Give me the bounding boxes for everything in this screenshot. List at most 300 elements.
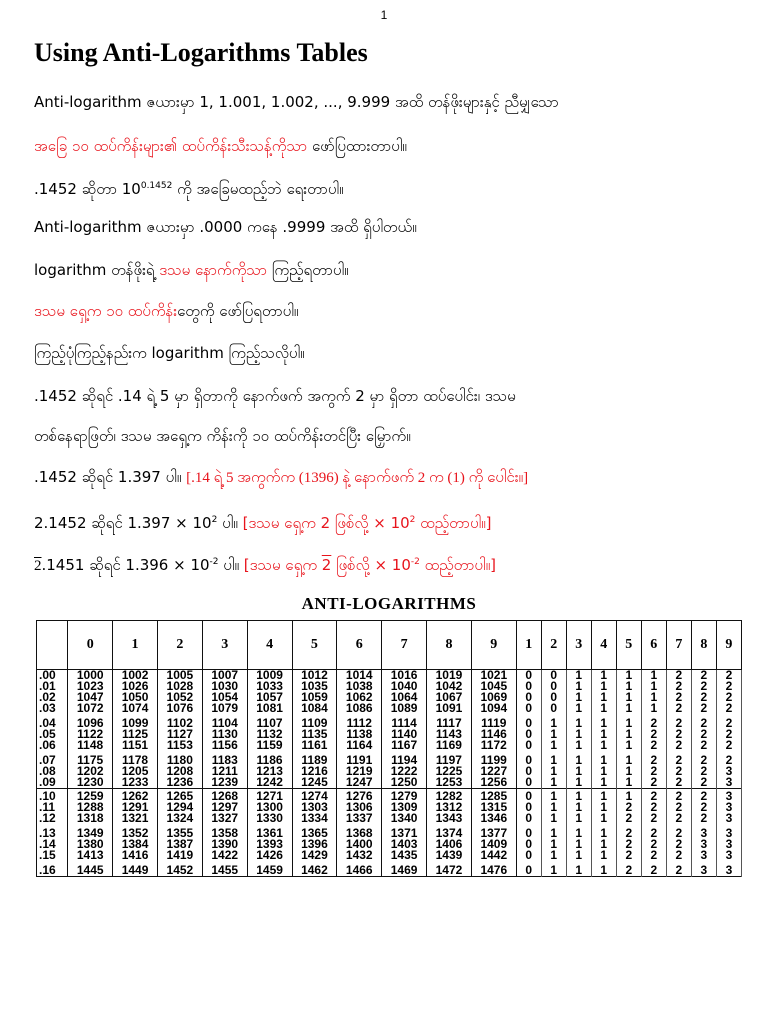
mean-difference-cell: 1	[566, 839, 591, 850]
row-label: .01	[37, 681, 68, 692]
row-label: .15	[37, 850, 68, 861]
table-value-cell: 1274	[292, 789, 337, 803]
table-value-cell: 1183	[202, 751, 247, 766]
mean-difference-cell: 1	[566, 824, 591, 839]
table-value-cell: 1259	[68, 789, 113, 803]
line-3-text-b: ကို အခြေမထည့်ဘဲ ရေးတာပါ။	[172, 180, 344, 198]
table-value-cell: 1426	[247, 850, 292, 861]
table-value-cell: 1114	[382, 714, 427, 729]
mean-difference-cell: 1	[591, 850, 616, 861]
table-value-cell: 1403	[382, 839, 427, 850]
mean-difference-cell: 2	[691, 789, 716, 803]
table-body	[37, 670, 742, 877]
line-2-red-text: အခြေ ၁၀ ထပ်ကိန်းများ၏ ထပ်ကိန်းသီးသန့်ကိုသာ	[34, 137, 308, 155]
table-value-cell: 1422	[202, 850, 247, 861]
table-value-cell: 1429	[292, 850, 337, 861]
table-value-cell: 1327	[202, 813, 247, 824]
table-value-cell: 1242	[247, 777, 292, 789]
mean-difference-cell: 0	[541, 703, 566, 714]
mean-difference-cell: 2	[641, 824, 666, 839]
table-value-cell: 1156	[202, 740, 247, 751]
table-value-cell: 1279	[382, 789, 427, 803]
table-value-cell: 1117	[427, 714, 472, 729]
line-12-bar-digit: 2	[34, 558, 42, 574]
table-value-cell: 1178	[113, 751, 158, 766]
table-value-cell: 1276	[337, 789, 382, 803]
mean-difference-cell: 1	[541, 740, 566, 751]
table-value-cell: 1256	[471, 777, 516, 789]
table-value-cell: 1216	[292, 766, 337, 777]
table-value-cell: 1186	[247, 751, 292, 766]
table-value-cell: 1007	[202, 670, 247, 682]
mean-difference-cell: 1	[541, 813, 566, 824]
mean-difference-cell: 2	[691, 703, 716, 714]
table-value-cell: 1288	[68, 802, 113, 813]
text-line-10	[34, 465, 528, 489]
table-value-cell: 1285	[471, 789, 516, 803]
mean-difference-cell: 2	[691, 751, 716, 766]
table-value-cell: 1435	[382, 850, 427, 861]
mean-difference-cell: 2	[716, 729, 741, 740]
mean-difference-cell: 1	[641, 681, 666, 692]
table-value-cell: 1035	[292, 681, 337, 692]
mean-difference-cell: 2	[666, 789, 691, 803]
table-value-cell: 1300	[247, 802, 292, 813]
line-1-text: Anti-logarithm ဇယားမှာ 1, 1.001, 1.002, ..., 9.999 အထိ တန်ဖိုးများနှင့် ညီမျှသော	[34, 93, 559, 111]
mean-difference-cell: 1	[591, 670, 616, 682]
table-header-cell: 5	[292, 621, 337, 670]
mean-difference-cell: 1	[566, 813, 591, 824]
table-value-cell: 1122	[68, 729, 113, 740]
table-header-cell: 5	[616, 621, 641, 670]
mean-difference-cell: 2	[641, 802, 666, 813]
mean-difference-cell: 2	[716, 740, 741, 751]
mean-difference-cell: 2	[666, 802, 691, 813]
table-value-cell: 1172	[471, 740, 516, 751]
page-title: Using Anti-Logarithms Tables	[34, 38, 368, 67]
mean-difference-cell: 1	[641, 670, 666, 682]
mean-difference-cell: 2	[716, 670, 741, 682]
mean-difference-cell: 1	[541, 802, 566, 813]
table-value-cell: 1297	[202, 802, 247, 813]
mean-difference-cell: 1	[591, 777, 616, 789]
line-4-text: Anti-logarithm ဇယားမှာ .0000 ကနေ .9999 အထိ ရှိပါတယ်။	[34, 218, 417, 236]
text-line-8	[34, 384, 516, 408]
mean-difference-cell: 0	[516, 824, 541, 839]
mean-difference-cell: 1	[541, 766, 566, 777]
table-value-cell: 1355	[157, 824, 202, 839]
mean-difference-cell: 2	[691, 777, 716, 789]
mean-difference-cell: 1	[566, 740, 591, 751]
mean-difference-cell: 1	[591, 824, 616, 839]
table-value-cell: 1230	[68, 777, 113, 789]
mean-difference-cell: 1	[541, 729, 566, 740]
table-value-cell: 1107	[247, 714, 292, 729]
table-value-cell: 1265	[157, 789, 202, 803]
table-header-cell: 6	[641, 621, 666, 670]
table-header-cell: 3	[566, 621, 591, 670]
table-value-cell: 1109	[292, 714, 337, 729]
table-value-cell: 1028	[157, 681, 202, 692]
table-value-cell: 1161	[292, 740, 337, 751]
table-value-cell: 1445	[68, 861, 113, 877]
mean-difference-cell: 1	[541, 861, 566, 877]
table-value-cell: 1002	[113, 670, 158, 682]
mean-difference-cell: 1	[591, 692, 616, 703]
table-value-cell: 1180	[157, 751, 202, 766]
table-value-cell: 1112	[337, 714, 382, 729]
table-value-cell: 1361	[247, 824, 292, 839]
table-value-cell: 1169	[427, 740, 472, 751]
mean-difference-cell: 2	[691, 692, 716, 703]
table-value-cell: 1167	[382, 740, 427, 751]
mean-difference-cell: 2	[716, 703, 741, 714]
mean-difference-cell: 2	[666, 850, 691, 861]
mean-difference-cell: 2	[666, 670, 691, 682]
mean-difference-cell: 0	[516, 789, 541, 803]
table-value-cell: 1146	[471, 729, 516, 740]
table-value-cell: 1047	[68, 692, 113, 703]
table-value-cell: 1409	[471, 839, 516, 850]
table-value-cell: 1104	[202, 714, 247, 729]
table-header-cell: 0	[68, 621, 113, 670]
table-value-cell: 1000	[68, 670, 113, 682]
mean-difference-cell: 1	[616, 766, 641, 777]
table-value-cell: 1340	[382, 813, 427, 824]
table-value-cell: 1159	[247, 740, 292, 751]
mean-difference-cell: 1	[616, 740, 641, 751]
table-value-cell: 1455	[202, 861, 247, 877]
mean-difference-cell: 3	[716, 789, 741, 803]
text-line-4	[34, 215, 417, 239]
mean-difference-cell: 2	[691, 802, 716, 813]
line-3-text-a: .1452 ဆိုတာ 10	[34, 180, 141, 198]
mean-difference-cell: 1	[566, 681, 591, 692]
table-value-cell: 1189	[292, 751, 337, 766]
table-value-cell: 1358	[202, 824, 247, 839]
row-label: .12	[37, 813, 68, 824]
table-value-cell: 1005	[157, 670, 202, 682]
mean-difference-cell: 1	[591, 813, 616, 824]
table-value-cell: 1067	[427, 692, 472, 703]
table-value-cell: 1271	[247, 789, 292, 803]
table-value-cell: 1247	[337, 777, 382, 789]
table-header-cell: 3	[202, 621, 247, 670]
line-11-text-a: 2.1452 ဆိုရင် 1.397 × 10	[34, 514, 212, 532]
text-line-5	[34, 258, 349, 282]
table-value-cell: 1462	[292, 861, 337, 877]
table-value-cell: 1213	[247, 766, 292, 777]
mean-difference-cell: 2	[616, 861, 641, 877]
table-value-cell: 1400	[337, 839, 382, 850]
table-value-cell: 1312	[427, 802, 472, 813]
mean-difference-cell: 0	[541, 681, 566, 692]
mean-difference-cell: 1	[591, 802, 616, 813]
table-value-cell: 1199	[471, 751, 516, 766]
mean-difference-cell: 1	[591, 714, 616, 729]
table-value-cell: 1064	[382, 692, 427, 703]
table-value-cell: 1442	[471, 850, 516, 861]
table-value-cell: 1125	[113, 729, 158, 740]
mean-difference-cell: 1	[641, 692, 666, 703]
table-value-cell: 1368	[337, 824, 382, 839]
table-value-cell: 1371	[382, 824, 427, 839]
mean-difference-cell: 2	[616, 802, 641, 813]
table-header-cell: 8	[427, 621, 472, 670]
table-header-cell: 2	[157, 621, 202, 670]
mean-difference-cell: 3	[716, 861, 741, 877]
mean-difference-cell: 1	[566, 789, 591, 803]
mean-difference-cell: 1	[541, 839, 566, 850]
table-value-cell: 1294	[157, 802, 202, 813]
table-value-cell: 1432	[337, 850, 382, 861]
row-label: .16	[37, 861, 68, 877]
mean-difference-cell: 2	[616, 813, 641, 824]
line-9-text: တစ်နေရာဖြတ်၊ ဒသမ အရှေ့က ကိန်းကို ၁၀ ထပ်ကိန်းတင်ပြီး မြှောက်။	[34, 427, 411, 445]
line-10-red-text: [.14 ရဲ့ 5 အကွက်က (1396) နဲ့ နောက်ဖက် 2 က (1) ကို ပေါင်း။]	[186, 470, 529, 486]
table-value-cell: 1130	[202, 729, 247, 740]
mean-difference-cell: 1	[616, 729, 641, 740]
table-value-cell: 1227	[471, 766, 516, 777]
mean-difference-cell: 0	[516, 850, 541, 861]
table-value-cell: 1309	[382, 802, 427, 813]
mean-difference-cell: 1	[616, 703, 641, 714]
table-value-cell: 1324	[157, 813, 202, 824]
mean-difference-cell: 2	[691, 670, 716, 682]
page-number: 1	[380, 8, 388, 22]
table-value-cell: 1225	[427, 766, 472, 777]
mean-difference-cell: 3	[691, 850, 716, 861]
table-value-cell: 1245	[292, 777, 337, 789]
table-value-cell: 1239	[202, 777, 247, 789]
table-value-cell: 1059	[292, 692, 337, 703]
mean-difference-cell: 1	[616, 777, 641, 789]
table-value-cell: 1380	[68, 839, 113, 850]
table-value-cell: 1330	[247, 813, 292, 824]
table-row	[37, 861, 742, 877]
table-header-row	[37, 621, 742, 670]
table-value-cell: 1091	[427, 703, 472, 714]
line-12-red-bar-digit: 2	[321, 556, 332, 574]
table-value-cell: 1349	[68, 824, 113, 839]
table-header-cell: 7	[666, 621, 691, 670]
table-value-cell: 1030	[202, 681, 247, 692]
table-value-cell: 1057	[247, 692, 292, 703]
table-value-cell: 1135	[292, 729, 337, 740]
table-value-cell: 1233	[113, 777, 158, 789]
table-row	[37, 850, 742, 861]
table-header-cell: 4	[247, 621, 292, 670]
mean-difference-cell: 1	[591, 789, 616, 803]
table-value-cell: 1469	[382, 861, 427, 877]
line-12-text-a: .1451 ဆိုရင် 1.396 × 10	[41, 556, 210, 574]
table-value-cell: 1052	[157, 692, 202, 703]
table-value-cell: 1452	[157, 861, 202, 877]
table-value-cell: 1222	[382, 766, 427, 777]
mean-difference-cell: 2	[641, 789, 666, 803]
mean-difference-cell: 0	[516, 802, 541, 813]
mean-difference-cell: 1	[566, 692, 591, 703]
mean-difference-cell: 3	[691, 861, 716, 877]
mean-difference-cell: 1	[566, 861, 591, 877]
mean-difference-cell: 1	[616, 692, 641, 703]
mean-difference-cell: 1	[591, 766, 616, 777]
mean-difference-cell: 1	[566, 850, 591, 861]
table-row	[37, 703, 742, 714]
mean-difference-cell: 2	[691, 681, 716, 692]
table-value-cell: 1396	[292, 839, 337, 850]
mean-difference-cell: 2	[666, 692, 691, 703]
table-value-cell: 1062	[337, 692, 382, 703]
table-header-cell: 6	[337, 621, 382, 670]
line-5-red-text: ဒသမ နောက်ကိုသာ	[159, 261, 268, 279]
mean-difference-cell: 2	[691, 714, 716, 729]
table-value-cell: 1291	[113, 802, 158, 813]
mean-difference-cell: 2	[666, 824, 691, 839]
line-7-text: ကြည့်ပုံကြည့်နည်းက logarithm ကြည့်သလိုပါ။	[34, 344, 305, 362]
mean-difference-cell: 1	[616, 670, 641, 682]
mean-difference-cell: 1	[591, 839, 616, 850]
mean-difference-cell: 1	[616, 751, 641, 766]
table-value-cell: 1343	[427, 813, 472, 824]
mean-difference-cell: 3	[716, 813, 741, 824]
table-header-cell: 2	[541, 621, 566, 670]
table-value-cell: 1208	[157, 766, 202, 777]
anti-log-table	[36, 620, 742, 877]
mean-difference-cell: 1	[591, 861, 616, 877]
text-line-12	[34, 550, 496, 574]
table-value-cell: 1148	[68, 740, 113, 751]
table-value-cell: 1449	[113, 861, 158, 877]
table-value-cell: 1393	[247, 839, 292, 850]
text-line-11	[34, 508, 492, 532]
mean-difference-cell: 1	[541, 824, 566, 839]
mean-difference-cell: 2	[691, 740, 716, 751]
mean-difference-cell: 1	[566, 729, 591, 740]
table-value-cell: 1089	[382, 703, 427, 714]
mean-difference-cell: 1	[566, 751, 591, 766]
mean-difference-cell: 0	[516, 751, 541, 766]
mean-difference-cell: 1	[616, 789, 641, 803]
table-value-cell: 1175	[68, 751, 113, 766]
table-value-cell: 1042	[427, 681, 472, 692]
table-value-cell: 1143	[427, 729, 472, 740]
mean-difference-cell: 2	[666, 703, 691, 714]
mean-difference-cell: 2	[666, 681, 691, 692]
table-value-cell: 1466	[337, 861, 382, 877]
mean-difference-cell: 1	[541, 850, 566, 861]
table-value-cell: 1099	[113, 714, 158, 729]
mean-difference-cell: 0	[541, 692, 566, 703]
table-value-cell: 1459	[247, 861, 292, 877]
table-value-cell: 1040	[382, 681, 427, 692]
table-value-cell: 1211	[202, 766, 247, 777]
table-value-cell: 1262	[113, 789, 158, 803]
table-value-cell: 1119	[471, 714, 516, 729]
mean-difference-cell: 1	[566, 703, 591, 714]
table-value-cell: 1086	[337, 703, 382, 714]
table-value-cell: 1306	[337, 802, 382, 813]
mean-difference-cell: 0	[541, 670, 566, 682]
table-value-cell: 1081	[247, 703, 292, 714]
mean-difference-cell: 2	[641, 861, 666, 877]
table-value-cell: 1038	[337, 681, 382, 692]
table-value-cell: 1346	[471, 813, 516, 824]
table-value-cell: 1138	[337, 729, 382, 740]
mean-difference-cell: 2	[616, 850, 641, 861]
row-label: .03	[37, 703, 68, 714]
mean-difference-cell: 2	[641, 766, 666, 777]
mean-difference-cell: 2	[666, 714, 691, 729]
table-value-cell: 1009	[247, 670, 292, 682]
table-value-cell: 1026	[113, 681, 158, 692]
table-value-cell: 1352	[113, 824, 158, 839]
mean-difference-cell: 3	[716, 802, 741, 813]
table-header-cell: 1	[113, 621, 158, 670]
table-value-cell: 1072	[68, 703, 113, 714]
table-value-cell: 1406	[427, 839, 472, 850]
line-12-red-text-b: ဖြစ်လို့ × 10	[331, 556, 411, 574]
table-value-cell: 1321	[113, 813, 158, 824]
row-label: .09	[37, 777, 68, 789]
mean-difference-cell: 1	[591, 729, 616, 740]
mean-difference-cell: 3	[691, 824, 716, 839]
mean-difference-cell: 2	[641, 714, 666, 729]
mean-difference-cell: 0	[516, 670, 541, 682]
table-value-cell: 1012	[292, 670, 337, 682]
mean-difference-cell: 0	[516, 813, 541, 824]
mean-difference-cell: 0	[516, 766, 541, 777]
mean-difference-cell: 1	[616, 681, 641, 692]
mean-difference-cell: 2	[666, 766, 691, 777]
mean-difference-cell: 0	[516, 861, 541, 877]
table-value-cell: 1268	[202, 789, 247, 803]
text-line-2	[34, 134, 407, 158]
table-value-cell: 1318	[68, 813, 113, 824]
mean-difference-cell: 2	[666, 861, 691, 877]
table-value-cell: 1202	[68, 766, 113, 777]
mean-difference-cell: 1	[541, 751, 566, 766]
table-value-cell: 1390	[202, 839, 247, 850]
line-5-text-a: logarithm တန်ဖိုးရဲ့	[34, 261, 160, 279]
mean-difference-cell: 2	[666, 751, 691, 766]
mean-difference-cell: 2	[691, 766, 716, 777]
table-value-cell: 1016	[382, 670, 427, 682]
table-value-cell: 1413	[68, 850, 113, 861]
table-value-cell: 1315	[471, 802, 516, 813]
mean-difference-cell: 1	[541, 777, 566, 789]
line-6-text: တွေကို ဖော်ပြရတာပါ။	[177, 302, 299, 320]
table-value-cell: 1416	[113, 850, 158, 861]
mean-difference-cell: 1	[591, 751, 616, 766]
mean-difference-cell: 2	[666, 729, 691, 740]
table-value-cell: 1014	[337, 670, 382, 682]
mean-difference-cell: 2	[641, 839, 666, 850]
table-value-cell: 1069	[471, 692, 516, 703]
table-value-cell: 1102	[157, 714, 202, 729]
table-value-cell: 1419	[157, 850, 202, 861]
mean-difference-cell: 1	[591, 703, 616, 714]
table-value-cell: 1079	[202, 703, 247, 714]
table-header-cell: 9	[716, 621, 741, 670]
table-value-cell: 1076	[157, 703, 202, 714]
table-value-cell: 1164	[337, 740, 382, 751]
mean-difference-cell: 0	[516, 681, 541, 692]
table-header-cell	[37, 621, 68, 670]
mean-difference-cell: 0	[516, 714, 541, 729]
line-11-text-b: ပါ။	[217, 514, 243, 532]
table-value-cell: 1472	[427, 861, 472, 877]
